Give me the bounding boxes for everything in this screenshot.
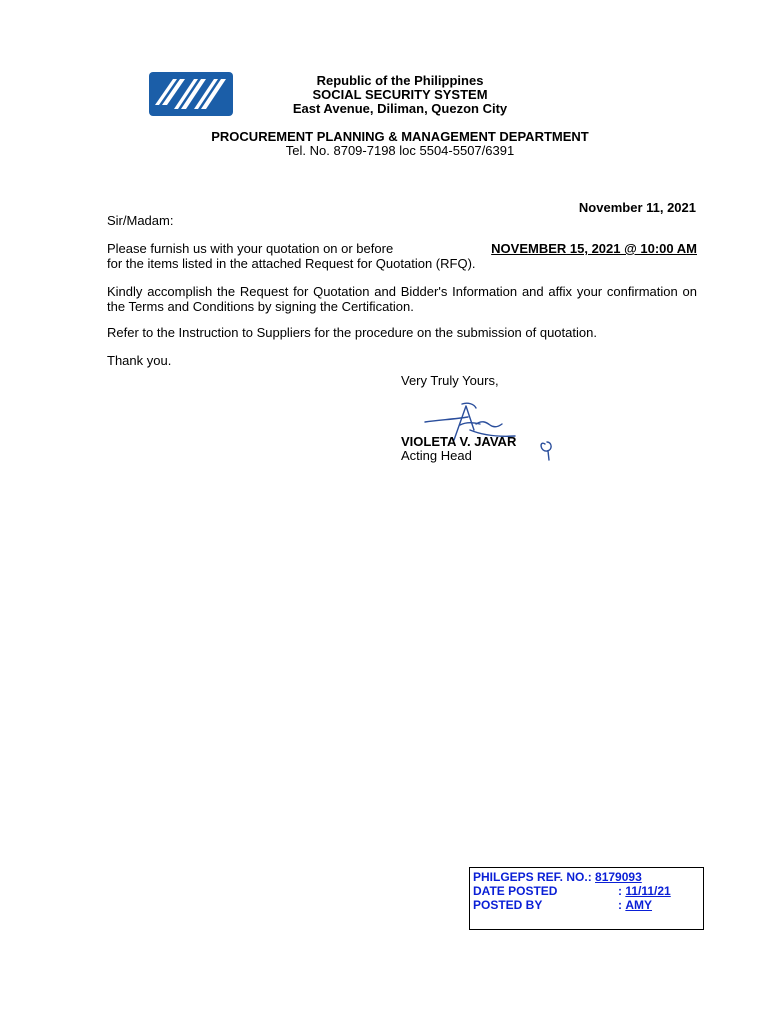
paragraph-request-continuation: for the items listed in the attached Request for Quotation (RFQ).: [107, 256, 476, 271]
header-department: PROCUREMENT PLANNING & MANAGEMENT DEPARTMENT: [211, 129, 589, 144]
date-posted-row: DATE POSTED : 11/11/21: [473, 884, 671, 898]
letter-thanks: Thank you.: [107, 353, 172, 368]
paragraph-request-text: Please furnish us with your quotation on or before: [107, 241, 394, 256]
signatory-name: VIOLETA V. JAVAR: [401, 434, 517, 449]
header-republic: Republic of the Philippines: [316, 73, 484, 88]
header-telephone: Tel. No. 8709-7198 loc 5504-5507/6391: [285, 143, 515, 158]
paragraph-refer: Refer to the Instruction to Suppliers for the procedure on the submission of quotation.: [107, 325, 597, 340]
letter-date: November 11, 2021: [578, 200, 696, 215]
header-agency: SOCIAL SECURITY SYSTEM: [312, 87, 488, 102]
signatory-title: Acting Head: [401, 448, 472, 463]
date-posted-label: DATE POSTED: [473, 884, 558, 898]
ref-number-row: PHILGEPS REF. NO.: 8179093: [473, 870, 642, 884]
ref-number-value: 8179093: [595, 870, 642, 884]
philgeps-reference-box: [469, 867, 704, 930]
paragraph-instructions: Kindly accomplish the Request for Quotation and Bidder's Information and affix your confirmation on the Terms and Conditions by signing the Certification.: [107, 284, 697, 314]
posted-by-label: POSTED BY: [473, 898, 543, 912]
deadline-text: NOVEMBER 15, 2021 @ 10:00 AM: [491, 241, 697, 256]
posted-by-row: POSTED BY : AMY: [473, 898, 653, 912]
header-address: East Avenue, Diliman, Quezon City: [292, 101, 508, 116]
letter-closing: Very Truly Yours,: [401, 373, 499, 388]
date-posted-value: 11/11/21: [625, 884, 671, 898]
paragraph-request: [107, 241, 697, 271]
letter-salutation: Sir/Madam:: [107, 213, 174, 228]
posted-by-value: AMY: [625, 898, 653, 912]
ref-number-label: PHILGEPS REF. NO.: [473, 870, 588, 884]
